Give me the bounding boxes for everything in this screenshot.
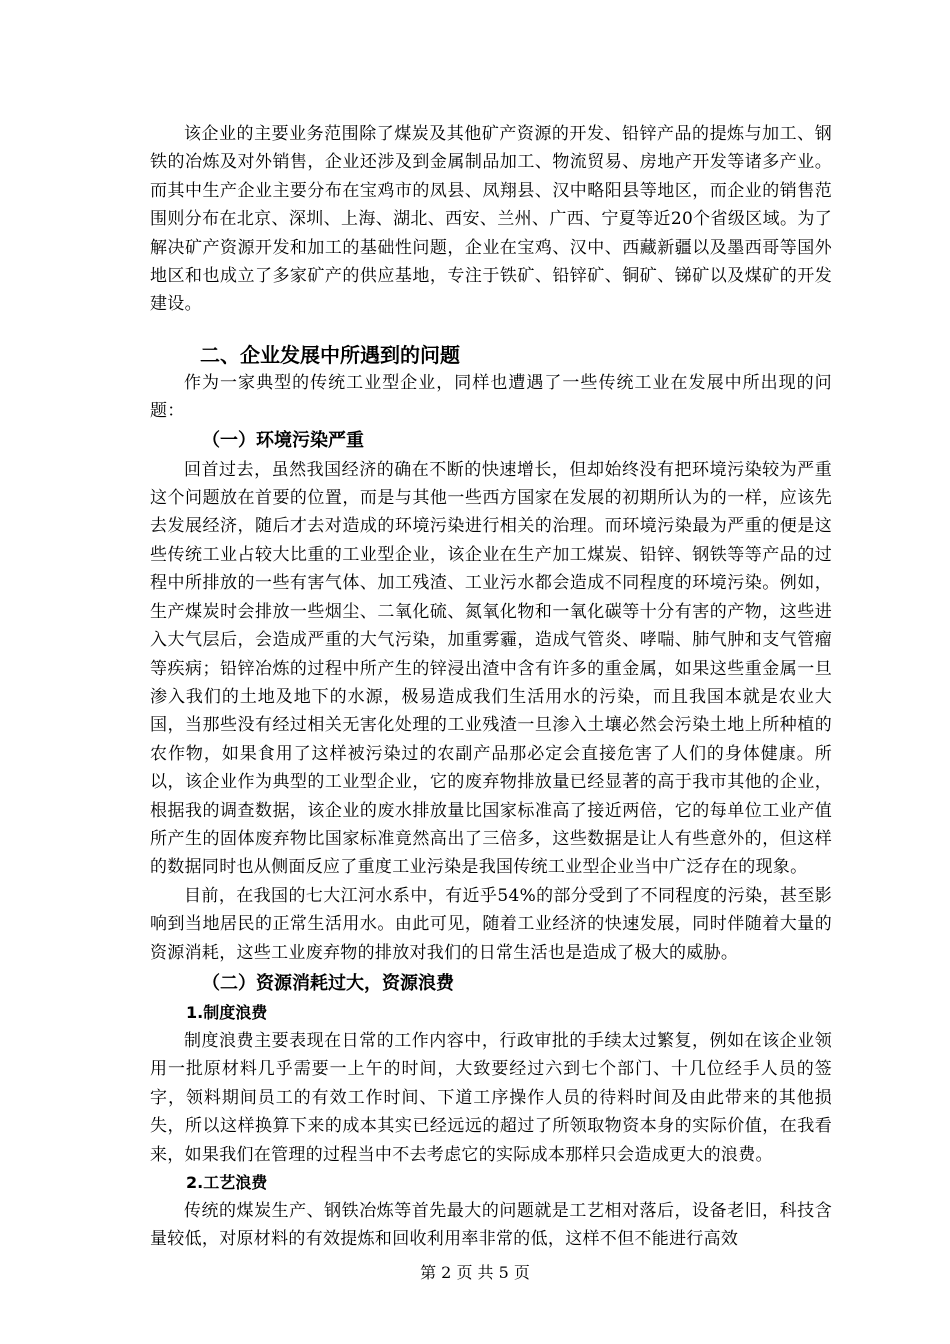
paragraph-process-waste: 传统的煤炭生产、钢铁冶炼等首先最大的问题就是工艺相对落后，设备老旧，科技含量较低，对原材料的有效提炼和回收利用率非常的低，这样不但不能进行高效: [150, 1201, 832, 1250]
subheading-resource-waste: （二）资源消耗过大，资源浪费: [202, 972, 454, 994]
page-number-footer: 第 2 页 共 5 页: [420, 1263, 530, 1282]
section-heading-problems: 二、企业发展中所遇到的问题: [200, 342, 460, 367]
subheading-environmental-pollution: （一）环境污染严重: [202, 429, 364, 451]
paragraph-system-waste: 制度浪费主要表现在日常的工作内容中，行政审批的手续太过繁复，例如在该企业领用一批原材料几乎需要一上午的时间，大致要经过六到七个部门、十几位经手人员的签字，领料期间员工的有效工作时间、下道工序操作人员的待料时间及由此带来的其他损失，所以这样换算下来的成本其实已经远远的超过了所领取物资本身的实际价值，在我看来，如果我们在管理的过程当中不去考虑它的实际成本那样只会造成更大的浪费。: [150, 1030, 832, 1165]
paragraph-intro-problems: 作为一家典型的传统工业型企业，同样也遭遇了一些传统工业在发展中所出现的问题：: [150, 372, 832, 422]
paragraph-business-scope: 该企业的主要业务范围除了煤炭及其他矿产资源的开发、铅锌产品的提炼与加工、钢铁的冶炼及对外销售，企业还涉及到金属制品加工、物流贸易、房地产开发等诸多产业。而其中生产企业主要分布在宝鸡市的凤县、凤翔县、汉中略阳县等地区，而企业的销售范围则分布在北京、深圳、上海、湖北、西安、兰州、广西、宁夏等近20个省级区域。为了解决矿产资源开发和加工的基础性问题，企业在宝鸡、汉中、西藏新疆以及墨西哥等国外地区和也成立了多家矿产的供应基地，专注于铁矿、铅锌矿、铜矿、锑矿以及煤矿的开发建设。: [150, 124, 832, 315]
paragraph-pollution-detail: 回首过去，虽然我国经济的确在不断的快速增长，但却始终没有把环境污染较为严重这个问题放在首要的位置，而是与其他一些西方国家在发展的初期所认为的一样，应该先去发展经济，随后才去对造成的环境污染进行相关的治理。而环境污染最为严重的便是这些传统工业占较大比重的工业型企业，该企业在生产加工煤炭、铅锌、钢铁等等产品的过程中所排放的一些有害气体、加工残渣、工业污水都会造成不同程度的环境污染。例如，生产煤炭时会排放一些烟尘、二氧化硫、氮氧化物和一氧化碳等十分有害的产物，这些进入大气层后，会造成严重的大气污染，加重雾霾，造成气管炎、哮喘、肺气肿和支气管瘤等疾病；铅锌冶炼的过程中所产生的锌浸出渣中含有许多的重金属，如果这些重金属一旦渗入我们的土地及地下的水源，极易造成我们生活用水的污染，而且我国本就是农业大国，当那些没有经过相关无害化处理的工业残渣一旦渗入土壤必然会污染土地上所种植的农作物，如果食用了这样被污染过的农副产品那必定会直接危害了人们的身体健康。所以，该企业作为典型的工业型企业，它的废弃物排放量已经显著的高于我市其他的企业，根据我的调查数据，该企业的废水排放量比国家标准高了接近两倍，它的每单位工业产值所产生的固体废弃物比国家标准竟然高出了三倍多，这些数据是让人有些意外的，但这样的数据同时也从侧面反应了重度工业污染是我国传统工业型企业当中广泛存在的现象。: [150, 459, 832, 878]
paragraph-water-pollution: 目前，在我国的七大江河水系中，有近乎54%的部分受到了不同程度的污染，甚至影响到当地居民的正常生活用水。由此可见，随着工业经济的快速发展，同时伴随着大量的资源消耗，这些工业废弃物的排放对我们的日常生活也是造成了极大的威胁。: [150, 885, 832, 963]
item-heading-system-waste: 1.制度浪费: [186, 1002, 268, 1022]
page-content: [150, 120, 832, 1254]
item-heading-process-waste: 2.工艺浪费: [186, 1173, 268, 1192]
